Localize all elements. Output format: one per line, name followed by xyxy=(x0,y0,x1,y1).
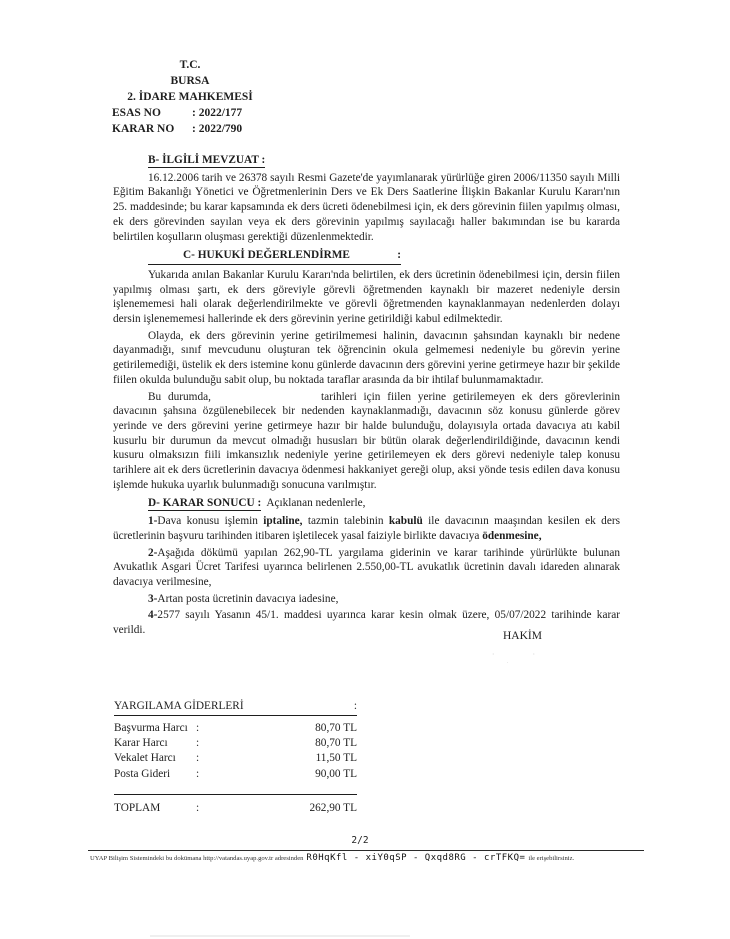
uyap-footer-prefix: UYAP Bilişim Sistemindeki bu dokümana http://vatandas.uyap.gov.tr adresinden xyxy=(90,854,304,862)
section-c-paragraph-3 xyxy=(113,390,620,493)
item-1-number: 1- xyxy=(148,515,158,528)
cost-colon: : xyxy=(196,767,200,780)
item-1-text-c: ile davacının maaşından kesilen ek ders ücretlerinin başvuru tarihinden itibaren işletilecek yasal faiziyle birlikte davacıya xyxy=(113,515,620,542)
item-1-text-b: tazmin talebinin xyxy=(302,515,389,528)
item-1-text-a: Dava konusu işlemin xyxy=(157,515,264,528)
cost-row-posta xyxy=(114,767,357,782)
cost-amount: 80,70 TL xyxy=(315,722,357,734)
cost-colon: : xyxy=(196,722,200,734)
item-3-text: Artan posta ücretinin davacıya iadesine, xyxy=(157,592,339,605)
esas-no-row xyxy=(112,105,268,121)
section-d-heading-row xyxy=(113,496,620,511)
costs-heading: YARGILAMA GİDERLERİ xyxy=(114,700,244,712)
total-colon: : xyxy=(196,801,200,814)
costs-heading-colon: : xyxy=(353,700,357,712)
city-label: BURSA xyxy=(170,75,210,87)
item-2-text: Aşağıda dökümü yapılan 262,90-TL yargılama giderinin ve karar tarihinde yürürlükte bulunan Avukatlık Asgari Ücret Tarifesi uyarınca belirlenen 2.550,00-TL avukatlık ücretinin davalı idareden alınarak davacıya verilmesine, xyxy=(113,546,620,588)
item-3-number: 3- xyxy=(148,592,158,605)
item-2-number: 2- xyxy=(148,546,158,559)
section-c-heading-row xyxy=(113,248,620,265)
judge-title: HAKİM xyxy=(503,630,542,642)
redacted-signature-mark: · xyxy=(506,659,539,667)
item-1-bold-odenmesine: ödenmesine, xyxy=(482,529,542,542)
esas-no-value: : 2022/177 xyxy=(192,107,243,119)
total-amount: 262,90 TL xyxy=(309,801,357,814)
court-name: 2. İDARE MAHKEMESİ xyxy=(127,91,253,103)
cost-row-vekalet xyxy=(114,751,357,766)
document-header xyxy=(112,57,268,137)
decision-item-1 xyxy=(113,514,620,543)
section-c-paragraph-2: Olayda, ek ders görevinin yerine getirilmemesi halinin, davacının şahsından kaynaklı bir nedene dayanmadığı, sınıf mevcudunu oluşturan tek öğrencinin okula gelmemesi nedeniyle bu görevin yerine getirilemediği, üstelik ek ders istemine konu günlerde davacının ders görevini yerine getirmeye hazır bir şekilde fiilen okulda bulunduğu sabit olup, bu noktada taraflar arasında da bir ihtilaf bulunmamaktadır. xyxy=(113,329,620,386)
redacted-judge-name: · · xyxy=(491,650,554,659)
item-1-bold-iptaline: iptaline, xyxy=(263,515,303,528)
item-1-bold-kabulu: kabulü xyxy=(388,515,423,528)
document-body xyxy=(113,149,620,640)
karar-no-label: KARAR NO xyxy=(112,123,175,135)
uyap-access-code: R0HqKfl - xiY0qSP - Qxqd8RG - crTFKQ= xyxy=(306,853,526,863)
karar-no-row xyxy=(112,121,268,137)
scan-artifact-smudge xyxy=(150,935,410,937)
section-d-intro: Açıklanan nedenlerle, xyxy=(266,497,366,510)
cost-colon: : xyxy=(196,752,200,765)
cost-amount: 90,00 TL xyxy=(315,767,357,780)
section-c-paragraph-1: Yukarıda anılan Bakanlar Kurulu Kararı'nda belirtilen, ek ders ücretinin ödenebilmesi için, dersin fiilen yapılmış olması şartı, ek ders göreviyle görevli öğretmenden kaynaklı bir mazeret nedeniyle dersin işlenememesi hali olarak değerlendirilmekte ve görevli öğretmenden kaynaklanmayan nedenlerden dolayı dersin işlenememesi hallerinde ek ders görevinin yerine getirildiği kabul edilmektedir. xyxy=(113,268,620,326)
signature-block xyxy=(430,629,615,668)
costs-rows xyxy=(114,721,357,782)
cost-row-total xyxy=(114,801,357,816)
total-label: TOPLAM xyxy=(114,801,161,814)
cost-colon: : xyxy=(196,737,200,750)
item-4-number: 4- xyxy=(148,609,158,622)
cost-amount: 80,70 TL xyxy=(315,737,357,750)
costs-table-header xyxy=(114,700,357,716)
esas-no-label: ESAS NO xyxy=(112,107,161,119)
section-c-heading-colon: : xyxy=(397,249,401,262)
costs-total-divider xyxy=(114,794,357,795)
page-number: 2/2 xyxy=(351,835,369,846)
cost-label: Vekalet Harcı xyxy=(114,752,176,765)
paragraph-3-prefix: Bu durumda, xyxy=(148,390,211,403)
karar-no-value: : 2022/790 xyxy=(192,123,243,135)
republic-label: T.C. xyxy=(179,59,201,71)
decision-item-2 xyxy=(113,546,620,590)
cost-row-karar xyxy=(114,736,357,751)
litigation-costs-table xyxy=(114,700,357,816)
footer-divider xyxy=(88,850,644,851)
cost-label: Karar Harcı xyxy=(114,737,168,750)
uyap-footer xyxy=(90,853,710,863)
section-d-heading: D- KARAR SONUCU : xyxy=(148,497,262,510)
section-b-heading-row xyxy=(113,153,620,168)
decision-item-3 xyxy=(113,592,620,607)
section-b-heading: B- İLGİLİ MEVZUAT : xyxy=(148,154,266,166)
paragraph-3-rest: tarihleri için fiilen yerine getirilemeyen ek ders görevlerinin davacının şahsına özgülenebilecek bir nedenden kaynaklanmadığı, davacının söz konusu günlerde görev yerinde ve ders görevini yerine getirmeye hazır bir halde bulunduğu, dolayısıyla ortada davacıya atı kabil kusurlu bir durumun da mevcut olmadığı hususları bir bütün olarak değerlendirildiğinde, davacının kendi kusuru olmaksızın fiili imkansızlık nedeniyle yerine getirilemeyen ek ders görevi nedeniyle talep konusu tarihlere ait ek ders ücretlerinin davacıya ödenmesi hakkaniyet gereği olup, aksi yönde tesis edilen dava konusu işlemde hukuka uyarlık bulunmadığı sonucuna varılmıştır. xyxy=(113,390,620,491)
section-b-paragraph: 16.12.2006 tarih ve 26378 sayılı Resmi Gazete'de yayımlanarak yürürlüğe giren 2006/11350 sayılı Milli Eğitim Bakanlığı Yönetici ve Öğretmenlerinin Ders ve Ek Ders Saatlerine İlişkin Bakanlar Kurulu Kararı'nın 25. maddesinde; bu karar kapsamında ek ders ücreti ödenebilmesi için, ek ders görevinin fiilen yapılmış olması, ek ders görevinden sayılan veya ek ders görevinin yapılmış sayılacağı haller bakımından ise bu kararda belirtilen koşulların oluşması gerektiği düzenlenmektedir. xyxy=(113,171,620,243)
cost-row-basvurma xyxy=(114,721,357,736)
section-c-heading-text: C- HUKUKİ DEĞERLENDİRME xyxy=(183,249,350,262)
cost-label: Posta Gideri xyxy=(114,767,171,780)
item-4-text: 2577 sayılı Yasanın 45/1. maddesi uyarınca karar kesin olmak üzere, 05/07/2022 tarihinde karar verildi. xyxy=(113,609,620,637)
uyap-footer-suffix: ile erişebilirsiniz. xyxy=(528,854,575,862)
cost-label: Başvurma Harcı xyxy=(114,722,188,734)
cost-amount: 11,50 TL xyxy=(315,752,357,765)
section-c-heading xyxy=(148,248,401,265)
